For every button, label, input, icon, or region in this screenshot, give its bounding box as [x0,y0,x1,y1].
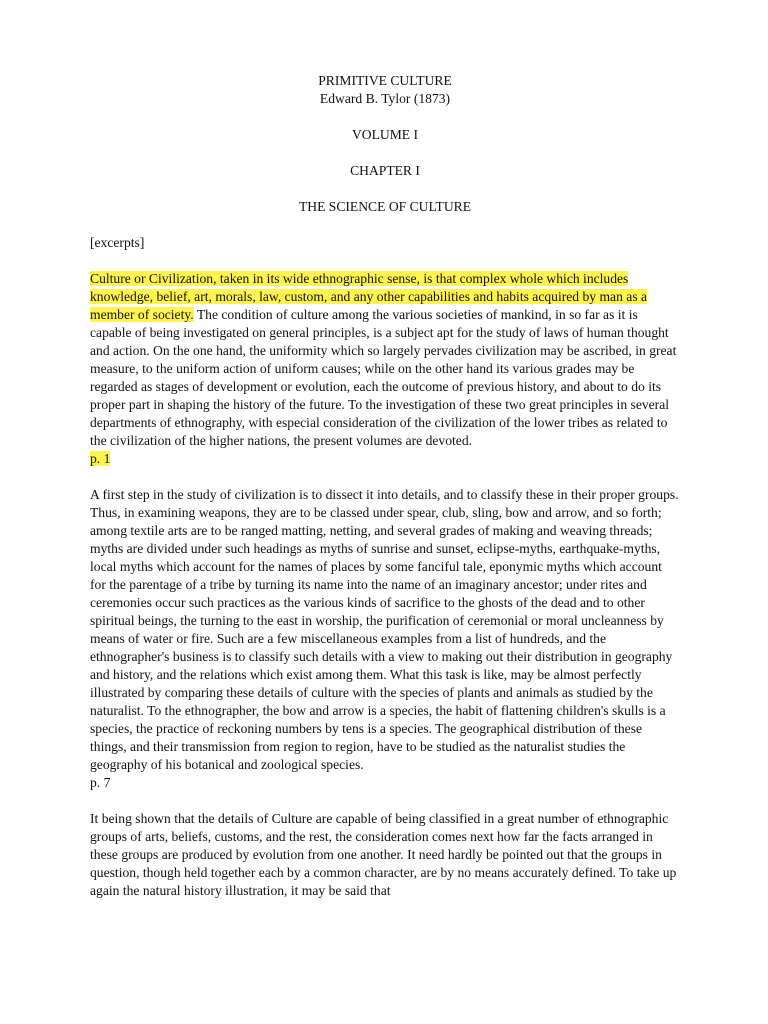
page-ref-1 [90,450,680,468]
paragraph-1-rest: The condition of culture among the various societies of mankind, in so far as it is capable of being investigated on general principles, is a subject apt for the study of laws of human thought and action. On the one hand, the uniformity which so largely pervades civilization may be ascribed, in great measure, to the uniform action of uniform causes; while on the other hand its various grades may be regarded as stages of development or evolution, each the outcome of previous history, and about to do its proper part in shaping the history of the future. To the investigation of these two great principles in several departments of ethnography, with especial consideration of the civilization of the lower tribes as related to the civilization of the higher nations, the present volumes are devoted. [90,307,677,448]
volume-heading: VOLUME I [351,127,419,142]
paragraph-2 [90,486,680,792]
document-page [90,72,680,900]
page-ref-7: p. 7 [90,775,111,790]
paragraph-2-text: A first step in the study of civilization is to dissect it into details, and to classify these in their proper groups. Thus, in examining weapons, they are to be classed under spear, club, sling, bow and arrow, and so forth; among textile arts are to be ranged matting, netting, and several grades of making and weaving threads; myths are divided under such headings as myths of sunrise and sunset, eclipse-myths, earthquake-myths, local myths which account for the names of places by some fanciful tale, eponymic myths which account for the parentage of a tribe by turning its name into the name of an imaginary ancestor; under rites and ceremonies occur such practices as the various kinds of sacrifice to the ghosts of the dead and to other spiritual beings, the turning to the east in worship, the purification of ceremonial or moral uncleanness by means of water or fire. Such are a few miscellaneous examples from a list of hundreds, and the ethnographer's business is to classify such details with a view to making out their distribution in geography and history, and the relations which exist among them. What this task is like, may be almost perfectly illustrated by comparing these details of culture with the species of plants and animals as studied by the naturalist. To the ethnographer, the bow and arrow is a species, the habit of flattening children's skulls is a species, the practice of reckoning numbers by tens is a species. The geographical distribution of these things, and their transmission from region to region, have to be studied as the naturalist studies the geography of his botanical and zoological species. [90,487,679,772]
paragraph-3-text: It being shown that the details of Culture are capable of being classified in a great number of ethnographic groups of arts, beliefs, customs, and the rest, the consideration comes next how far the facts arranged in these groups are produced by evolution from one another. It need hardly be pointed out that the groups in question, though held together each by a common character, are by no means accurately defined. To take up again the natural history illustration, it may be said that [90,811,677,898]
chapter-title: THE SCIENCE OF CULTURE [298,199,472,214]
book-title: PRIMITIVE CULTURE [318,73,452,88]
page-ref-1-text: p. 1 [90,451,111,466]
author-line: Edward B. Tylor (1873) [319,91,451,106]
highlighted-definition: Culture or Civilization, taken in its wide ethnographic sense, is that complex whole which includes knowledge, belief, art, morals, law, custom, and any other capabilities and habits acquired by man as a member of society. [90,271,648,322]
paragraph-1-text [90,270,680,450]
paragraph-3 [90,810,680,900]
paragraph-1 [90,270,680,468]
chapter-heading: CHAPTER I [350,163,420,178]
excerpts-label: [excerpts] [90,235,145,250]
title-block [90,72,680,108]
